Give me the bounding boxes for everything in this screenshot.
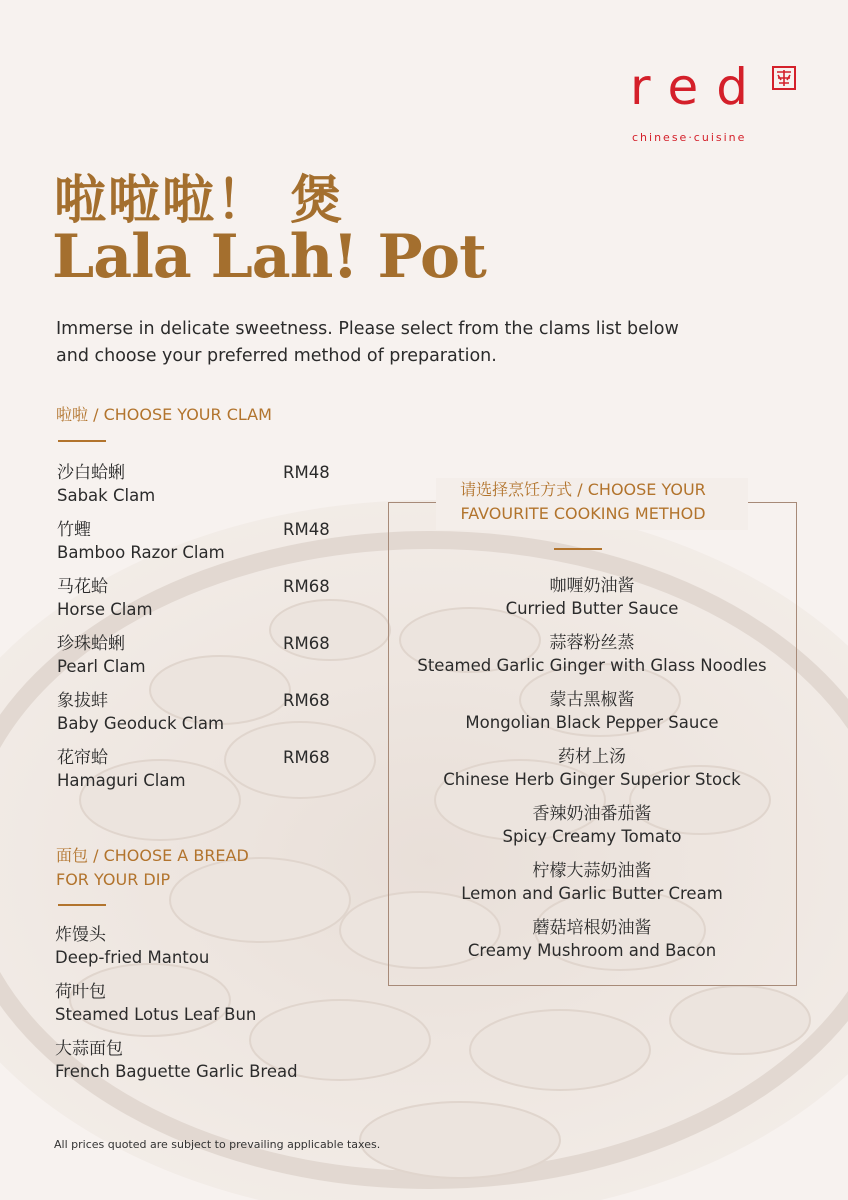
breads-heading-line1: 面包 / CHOOSE A BREAD <box>56 846 249 865</box>
clam-name-cn: 珍珠蛤蜊 <box>57 634 125 654</box>
method-name-en: Spicy Creamy Tomato <box>502 827 682 846</box>
clam-name-cn: 花帘蛤 <box>57 748 108 768</box>
breads-heading-divider <box>58 904 106 906</box>
method-item[interactable] <box>390 802 794 848</box>
bread-item[interactable] <box>55 1038 298 1084</box>
method-name-en: Creamy Mushroom and Bacon <box>467 941 717 960</box>
breads-heading-line2: FOR YOUR DIP <box>56 870 171 889</box>
clam-item[interactable] <box>57 747 186 793</box>
clam-name-en: Baby Geoduck Clam <box>57 714 225 733</box>
clam-price: RM68 <box>283 634 330 653</box>
clam-price: RM68 <box>283 691 330 710</box>
clams-heading: 啦啦 / CHOOSE YOUR CLAM <box>56 405 272 424</box>
clam-item[interactable] <box>57 633 146 679</box>
logo-wordmark: red <box>630 58 766 116</box>
clam-item[interactable] <box>57 519 225 565</box>
page-title-chinese: 啦啦啦！ 煲 <box>54 170 345 231</box>
bread-name-en: Deep-fried Mantou <box>55 948 210 967</box>
bread-item[interactable] <box>55 981 256 1027</box>
clam-price: RM68 <box>283 577 330 596</box>
intro-text: Immerse in delicate sweetness. Please select from the clams list below and choose your preferred method of preparation. <box>56 319 679 366</box>
clam-price: RM48 <box>283 463 330 482</box>
method-name-cn: 柠檬大蒜奶油酱 <box>532 861 652 881</box>
clam-name-en: Pearl Clam <box>57 657 146 676</box>
bread-item[interactable] <box>55 924 209 970</box>
bread-name-cn: 大蒜面包 <box>55 1039 123 1059</box>
method-name-en: Steamed Garlic Ginger with Glass Noodles <box>417 656 767 675</box>
tax-footnote: All prices quoted are subject to prevailing applicable taxes. <box>54 1138 381 1151</box>
bread-name-en: Steamed Lotus Leaf Bun <box>55 1005 257 1024</box>
method-item[interactable] <box>390 631 794 677</box>
method-item[interactable] <box>390 574 794 620</box>
clams-heading-divider <box>58 440 106 442</box>
logo-subtitle: chinese·cuisine <box>632 131 747 144</box>
clam-name-cn: 象拔蚌 <box>57 691 108 711</box>
method-item[interactable] <box>390 688 794 734</box>
method-name-cn: 蒜蓉粉丝蒸 <box>549 633 635 653</box>
clam-item[interactable] <box>57 690 224 736</box>
clam-name-en: Hamaguri Clam <box>57 771 186 790</box>
method-name-cn: 蒙古黑椒酱 <box>549 690 635 710</box>
method-name-en: Lemon and Garlic Butter Cream <box>461 884 723 903</box>
clam-price: RM68 <box>283 748 330 767</box>
method-name-en: Chinese Herb Ginger Superior Stock <box>443 770 741 789</box>
brand-logo <box>628 58 798 148</box>
method-name-cn: 咖喱奶油酱 <box>549 576 635 596</box>
method-name-cn: 香辣奶油番茄酱 <box>532 804 652 824</box>
cooking-method-divider <box>554 548 602 550</box>
bread-name-cn: 炸馒头 <box>55 925 106 945</box>
page-title-english: Lala Lah! Pot <box>52 222 486 292</box>
clam-name-cn: 竹蟶 <box>57 520 91 540</box>
clam-name-en: Horse Clam <box>57 600 153 619</box>
clam-name-cn: 马花蛤 <box>57 577 108 597</box>
method-name-en: Mongolian Black Pepper Sauce <box>465 713 719 732</box>
bread-name-cn: 荷叶包 <box>55 982 106 1002</box>
method-item[interactable] <box>390 745 794 791</box>
red-seal-icon <box>772 66 796 90</box>
clam-item[interactable] <box>57 576 153 622</box>
clam-name-en: Sabak Clam <box>57 486 156 505</box>
cooking-method-heading-line1: 请选择烹饪方式 / CHOOSE YOUR <box>460 480 706 499</box>
method-name-cn: 药材上汤 <box>558 747 626 767</box>
cooking-method-heading-line2: FAVOURITE COOKING METHOD <box>460 504 706 523</box>
clam-name-en: Bamboo Razor Clam <box>57 543 225 562</box>
clam-price: RM48 <box>283 520 330 539</box>
method-name-en: Curried Butter Sauce <box>505 599 679 618</box>
bread-name-en: French Baguette Garlic Bread <box>55 1062 298 1081</box>
clam-item[interactable] <box>57 462 155 508</box>
method-item[interactable] <box>390 859 794 905</box>
cooking-method-heading <box>420 478 746 526</box>
method-item[interactable] <box>390 916 794 962</box>
method-name-cn: 蘑菇培根奶油酱 <box>532 918 652 938</box>
clam-name-cn: 沙白蛤蜊 <box>57 463 125 483</box>
